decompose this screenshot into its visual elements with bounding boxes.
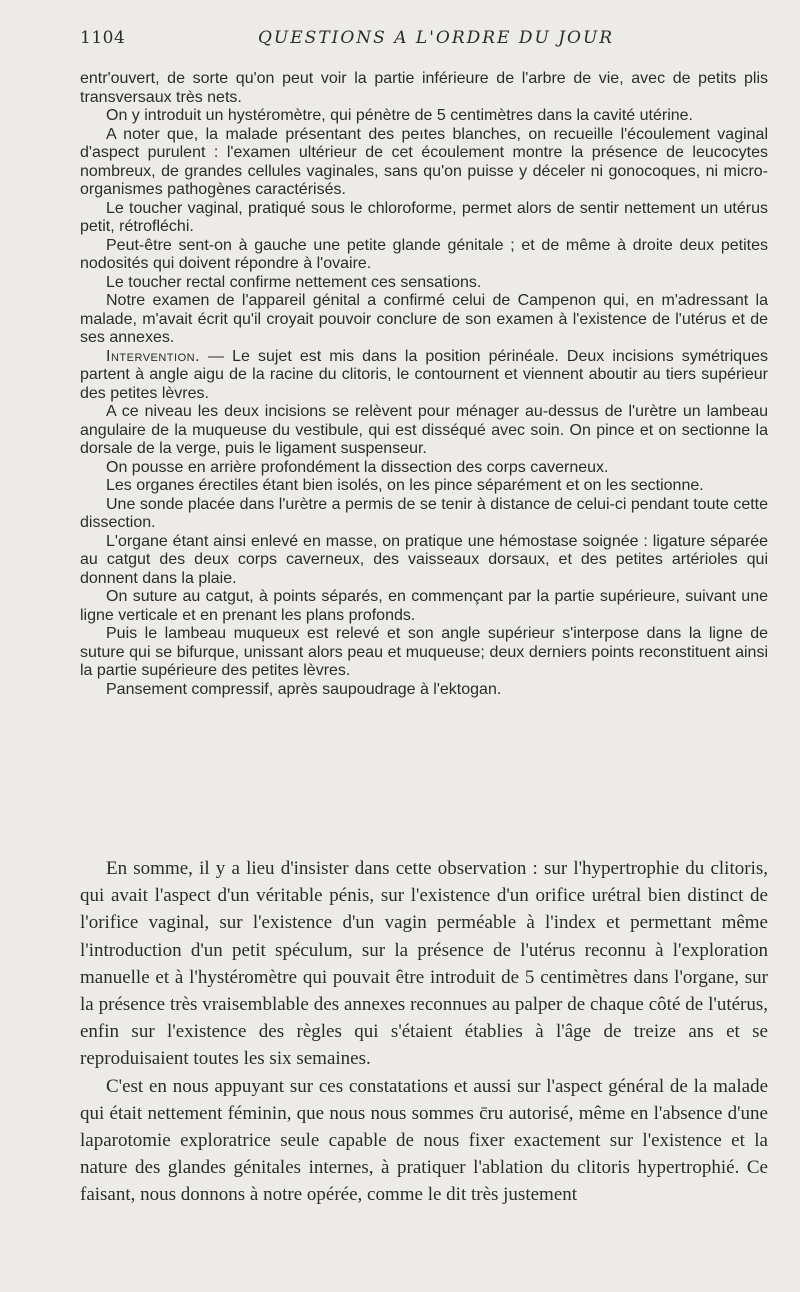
paragraph: A ce niveau les deux incisions se relèvent pour ménager au-dessus de l'urètre un lambeau angulaire de la muqueuse du vestibule, qui est disséqué avec soin. On pince et on sectionne la dorsale de la verge, puis le ligament suspenseur.	[80, 403, 768, 457]
paragraph: entr'ouvert, de sorte qu'on peut voir la partie inférieure de l'arbre de vie, avec de petits plis transversaux très nets.	[80, 70, 768, 106]
paragraph: Notre examen de l'appareil génital a confirmé celui de Campenon qui, en m'adressant la malade, m'avait écrit qu'il croyait pouvoir conclure de son examen à l'existence de l'utérus et de ses annexes.	[80, 292, 768, 346]
page-number: 1104	[80, 28, 126, 48]
paragraph: Peut-être sent-on à gauche une petite glande génitale ; et de même à droite deux petites nodosités qui doivent répondre à l'ovaire.	[80, 236, 768, 272]
paragraph: L'organe étant ainsi enlevé en masse, on pratique une hémostase soignée : ligature séparée au catgut des deux corps caverneux, des vaisseaux dorsaux, et des petites artérioles qui donnent dans la plaie.	[80, 532, 768, 587]
paragraph: C'est en nous appuyant sur ces constatations et aussi sur l'aspect général de la malade qui était nettement féminin, que nous nous sommes c̄ru autorisé, même en l'absence d'une laparotomie exploratrice seule capable de nous fixer exactement sur l'existence et la nature des glandes génitales internes, à pratiquer l'ablation du clitoris hypertrophié. Ce faisant, nous donnons à notre opérée, comme le dit très justement	[80, 1075, 768, 1206]
paragraph: Les organes érectiles étant bien isolés, on les pince séparément et on les sectionne.	[106, 477, 704, 494]
paragraph: On pousse en arrière profondément la dissection des corps caverneux.	[106, 458, 609, 476]
paragraph: Une sonde placée dans l'urètre a permis de se tenir à distance de celui-ci pendant toute cette dissection.	[80, 495, 768, 531]
intervention-heading: Intervention.	[106, 347, 201, 365]
intervention-paragraph	[80, 348, 768, 404]
page-header	[80, 28, 768, 52]
paragraph: On y introduit un hystéromètre, qui pénètre de 5 centimètres dans la cavité utérine.	[106, 107, 693, 124]
paragraph: Le toucher rectal confirme nettement ces sensations.	[106, 273, 482, 291]
paragraph: Le toucher vaginal, pratiqué sous le chloroforme, permet alors de sentir nettement un utérus petit, rétrofléchi.	[80, 199, 768, 235]
paragraph: A noter que, la malade présentant des peıtes blanches, on recueille l'écoulement vaginal d'aspect purulent : l'examen ultérieur de cet écoulement montre la présence de leucocytes nombreux, de grandes cellules vaginales, sans qu'on puisse y déceler ni gonocoques, ni micro-organismes pathogènes caractérisés.	[80, 125, 768, 198]
paragraph: Pansement compressif, après saupoudrage à l'ektogan.	[106, 680, 502, 698]
paragraph: Puis le lambeau muqueux est relevé et son angle supérieur s'interpose dans la ligne de suture qui se bifurque, unissant alors peau et muqueuse; deux derniers points reconstituent ainsi la partie supérieure des petites lèvres.	[80, 625, 768, 679]
conclusion-section	[80, 855, 768, 1209]
intervention-text: — Le sujet est mis dans la position périnéale. Deux incisions symétriques partent à angle aigu de la racine du clitoris, le contournent et viennent aboutir au tiers supérieur des petites lèvres.	[80, 347, 768, 402]
observation-section	[80, 70, 768, 699]
paragraph: En somme, il y a lieu d'insister dans cette observation : sur l'hypertrophie du clitoris, qui avait l'aspect d'un véritable pénis, sur l'existence d'un orifice urétral bien distinct de l'orifice vaginal, sur l'existence d'un vagin perméable à l'index et permettant même l'introduction d'un petit spéculum, sur la présence de l'utérus reconnu à l'exploration manuelle et à l'hystéromètre qui pouvait être introduit de 5 centimètres dans l'organe, sur la présence très vraisemblable des annexes reconnues au palper de chaque côté de l'utérus, enfin sur l'existence des règles qui s'étaient établies à l'âge de treize ans et se reproduisaient toutes les six semaines.	[80, 858, 768, 1070]
paragraph: On suture au catgut, à points séparés, en commençant par la partie supérieure, suivant une ligne verticale et en prenant les plans profonds.	[80, 588, 768, 624]
running-title: QUESTIONS A L'ORDRE DU JOUR	[258, 28, 615, 48]
